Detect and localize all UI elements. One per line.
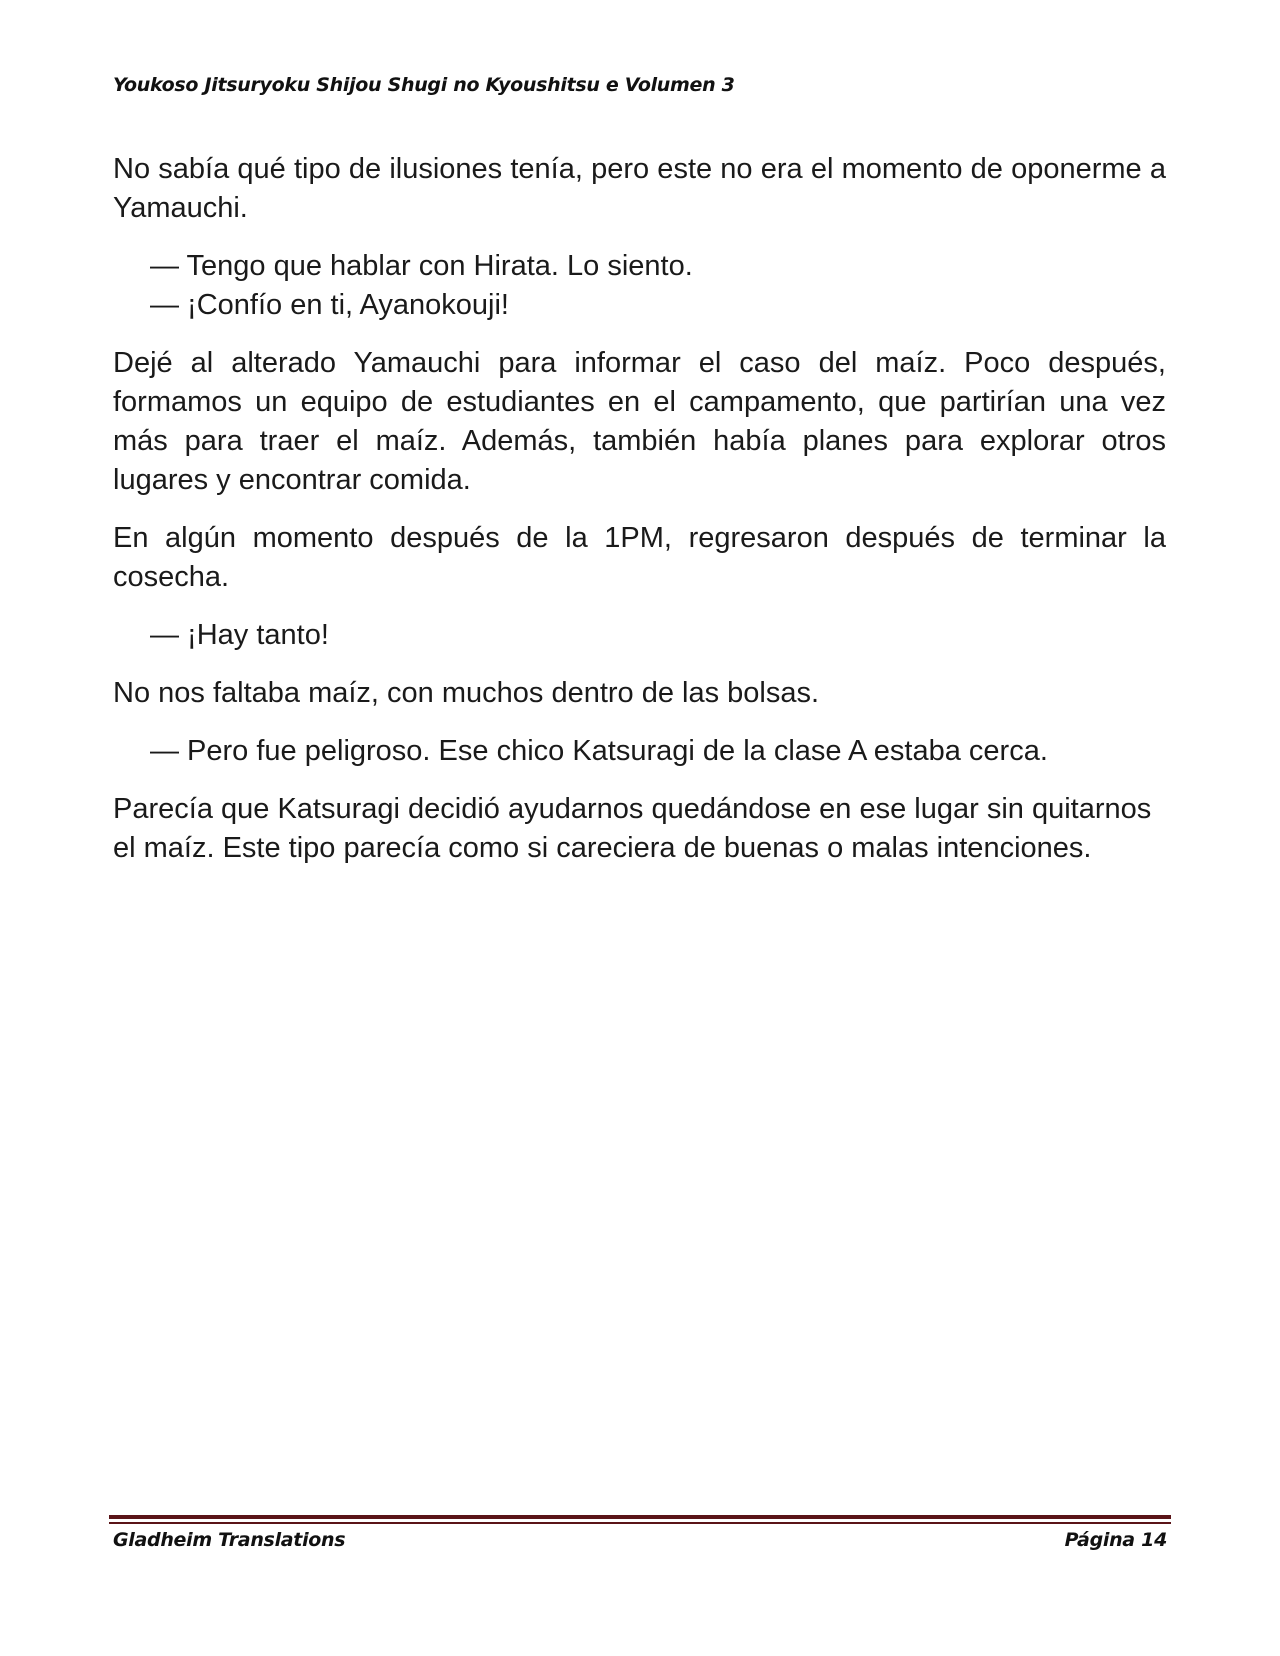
dialogue-line: — Pero fue peligroso. Ese chico Katsuragi de la clase A estaba cerca.: [150, 735, 1048, 767]
page-body: [113, 150, 1166, 887]
dialogue-block: [113, 732, 1166, 771]
dialogue-line: — ¡Hay tanto!: [150, 619, 329, 651]
footer-credit: Gladheim Translations: [113, 1529, 346, 1551]
paragraph: No sabía qué tipo de ilusiones tenía, pero este no era el momento de oponerme a Yamauchi.: [113, 153, 1166, 224]
footer-divider-thin: [109, 1522, 1171, 1524]
dialogue-line: — Tengo que hablar con Hirata. Lo siento.: [150, 250, 693, 282]
paragraph: Dejé al alterado Yamauchi para informar el caso del maíz. Poco después, formamos un equipo de estudiantes en el campamento, que partirían una vez más para traer el maíz. Además, también había planes para explorar otros lugares y encontrar comida.: [113, 347, 1166, 496]
dialogue-block: [113, 616, 1166, 655]
paragraph: Parecía que Katsuragi decidió ayudarnos quedándose en ese lugar sin quitarnos el maíz. Este tipo parecía como si careciera de buenas o malas intenciones.: [113, 793, 1152, 864]
page-number: Página 14: [1064, 1529, 1167, 1551]
footer-divider: [109, 1515, 1171, 1519]
dialogue-line: — ¡Confío en ti, Ayanokouji!: [150, 289, 509, 321]
paragraph: No nos faltaba maíz, con muchos dentro de las bolsas.: [113, 677, 820, 709]
dialogue-block: [113, 247, 1166, 325]
running-header: Youkoso Jitsuryoku Shijou Shugi no Kyoushitsu e Volumen 3: [113, 74, 735, 96]
paragraph: En algún momento después de la 1PM, regresaron después de terminar la cosecha.: [113, 522, 1166, 593]
